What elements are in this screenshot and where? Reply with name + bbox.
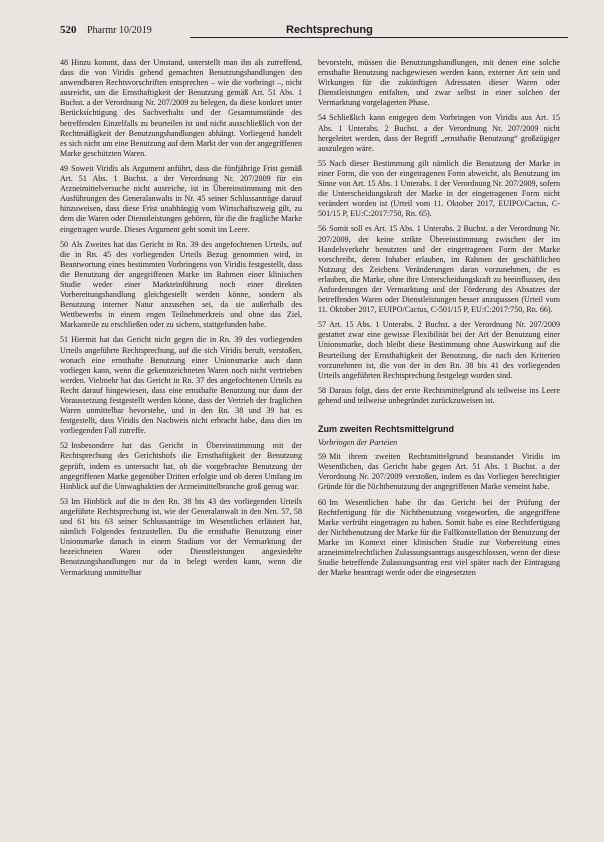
- paragraph: [318, 113, 560, 153]
- paragraph: [60, 335, 302, 436]
- paragraph-text: Als Zweites hat das Gericht in Rn. 39 des angefochtenen Urteils, auf die in Rn. 45 des vorliegenden Urteils Bezug genommen wird, in Beantwortung eines bestimmten Vorbringens von Viridis festgestellt, dass die Benutzung der angegriffenen Marke im Rahmen einer klinischen Studie weder einer Markteinführung noch einer direkten Vorbereitungshandlung gleichgestellt werden könne, sondern als Benutzung interner Natur anzusehen sei, da sie außerhalb des Wettbewerbs in einem engen Teilnehmerkreis und ohne das Ziel, Markanteile zu erschließen oder zu sichern, stattgefunden habe.: [60, 239, 302, 330]
- paragraph-number: 55: [318, 158, 327, 168]
- paragraph: [318, 452, 560, 492]
- journal-name: Pharmr 10/2019: [87, 25, 152, 36]
- paragraph-text: Art. 15 Abs. 1 Unterabs. 2 Buchst. a der Verordnung Nr. 207/2009 gestattet zwar eine gewisse Flexibilität bei der Art der Benutzung einer Unionsmarke, doch bleibt diese Bestimmung ohne Auswirkung auf die Beurteilung der Ernsthaftigkeit der Benutzung, die nach den Kriterien vorzunehmen ist, die von der in den Rn. 38 bis 41 des vorliegenden Urteils angeführten Rechtsprechung festgelegt worden sind.: [318, 320, 560, 380]
- left-column: [60, 58, 302, 583]
- paragraph-text: Somit soll es Art. 15 Abs. 1 Unterabs. 2 Buchst. a der Verordnung Nr. 207/2009, der keine strikte Übereinstimmung zwischen der im Handelsverkehr benutzten und der eingetragenen Form der Marke vorschreibt, deren Inhaber erlauben, im Rahmen der geschäftlichen Nutzung des Zeichens Veränderungen daran vorzunehmen, die es erlauben, die Marke, ohne ihre Unterscheidungskraft zu beeinflussen, den Anforderungen der Vermarktung und der Förderung des Absatzes der betreffenden Waren oder Dienstleistungen besser anzupassen (Urteil vom 11. Oktober 2017, EUIPO/Cactus, C-501/15 P, EU:C:2017:750, Rn. 66).: [318, 224, 560, 315]
- paragraph-text: Daraus folgt, dass der erste Rechtsmittelgrund als teilweise ins Leere gehend und teilweise unbegründet zurückzuweisen ist.: [318, 385, 560, 405]
- paragraph-text: Mit ihrem zweiten Rechtsmittelgrund beanstandet Viridis im Wesentlichen, das Gericht habe gegen Art. 51 Abs. 1 Buchst. a der Verordnung Nr. 207/2009 verstoßen, indem es das Vorliegen berechtigter Gründe für die Nichtbenutzung der angegriffenen Marke verneint habe.: [318, 452, 560, 492]
- paragraph: [60, 497, 302, 578]
- paragraph-text: Im Wesentlichen habe ihr das Gericht bei der Prüfung der Rechtfertigung für die Nichtbenutzung vorgeworfen, die angegriffene Marke verfrüht eingetragen zu haben. Somit habe es eine Rechtfertigung der Nichtbenutzung der Marke für die Fallkonstellation der Benutzung der Marke im Kontext einer klinischen Studie zur Vorbereitung eines arzneimittelrechtlichen Zulassungsantrags ausgeschlossen, wenn der diese Studie betreffende Zulassungsantrag erst viel später nach der Eintragung der Marke beantragt werde oder die eingesetzten: [318, 497, 560, 578]
- paragraph: [318, 224, 560, 315]
- paragraph-text: Hiermit hat das Gericht nicht gegen die in Rn. 39 des vorliegenden Urteils angeführte Rechtsprechung, auf die sich Viridis beruft, verstoßen, wonach eine ernsthafte Benutzung einer Unionsmarke auch dann vorliegen kann, wenn die gekennzeichneten Waren noch nicht vertrieben werden. Vielmehr hat das Gericht in Rn. 37 des angefochtenen Urteils zu Recht darauf hingewiesen, dass eine ernsthafte Benutzung nur dann der Voraussetzung festgestellt werden könne, dass der Vertrieb der fraglichen Waren unmittelbar bevorstehe, und in den Rn. 38 und 39 hat es festgestellt, dass Viridis den Nachweis nicht erbracht habe, dass dies im vorliegenden Fall zutreffe.: [60, 335, 302, 436]
- paragraph-text: Insbesondere hat das Gericht in Übereinstimmung mit der Rechtsprechung des Gerichtshofs die Ernsthaftigkeit der Benutzung geprüft, indem es untersucht hat, ob die vorgebrachte Benutzung der angegriffenen Marke gegenüber Dritten erfolgte und ob deren Umfang im Hinblick auf die Umwaghaktien der Arzneimittelbranche groß genug war.: [60, 441, 302, 491]
- paragraph-number: 57: [318, 320, 327, 330]
- page-number: 520: [60, 24, 77, 36]
- paragraph: [60, 441, 302, 491]
- section-heading: Rechtsprechung: [280, 24, 379, 36]
- paragraph-text: Nach dieser Bestimmung gilt nämlich die Benutzung der Marke in einer Form, die von der eingetragenen Form abweicht, als Benutzung im Sinne von Art. 15 Abs. 1 Unterabs. 1 der Verordnung Nr. 207/2009, sofern die Unterscheidungskraft der Marke in der eingetragenen Form nicht verändert worden ist (Urteil vom 11. Oktober 2017, EUIPO/Cactus, C-501/15 P, EU:C:2017:750, Rn. 65).: [318, 158, 560, 219]
- paragraph-number: 48: [60, 58, 69, 67]
- paragraph-number: 53: [60, 496, 69, 506]
- paragraph-number: 51: [60, 335, 69, 345]
- paragraph-number: 60: [318, 497, 327, 507]
- paragraph: [60, 240, 302, 331]
- running-header: [60, 22, 568, 40]
- right-column: [318, 58, 560, 583]
- paragraph-text: Soweit Viridis als Argument anführt, dass die fünfjährige Frist gemäß Art. 51 Abs. 1 Buchst. a der Verordnung Nr. 207/2009 für ein Arzneimittelversuche nicht ausreiche, ist in Übereinstimmung mit den Ausführungen des Generalanwalts in Nr. 45 seiner Schlussanträge darauf hinzuweisen, dass diese Frist unabhängig vom Wirtschaftszweig gilt, zu dem die Waren oder Dienstleistungen gehören, für die die fragliche Marke eingetragen wurde. Dieses Argument geht somit ins Leere.: [60, 163, 302, 234]
- paragraph-text: Schließlich kann entgegen dem Vorbringen von Viridis aus Art. 15 Abs. 1 Unterabs. 2 Buchst. a der Verordnung Nr. 207/2009 nicht hergeleitet werden, dass der Begriff „ernsthafte Benutzung“ großzügiger auszulegen wäre.: [318, 113, 560, 153]
- paragraph-text: Im Hinblick auf die in den Rn. 38 bis 43 des vorliegenden Urteils angeführte Rechtsprechung ist, wie der Generalanwalt in den Nrn. 57, 58 und 61 bis 63 seiner Schlussanträge im Wesentlichen erläutert hat, nämlich Folgendes festzustellen. Da die ernsthafte Benutzung einer Unionsmarke danach in einem Stadium vor der Vermarktung der bezeichneten Waren oder Dienstleistungen angesiedelte Benutzungshandlungen nur da in belegt werden kann, wenn die Vermarktung unmittelbar: [60, 496, 302, 577]
- paragraph: [318, 58, 560, 108]
- paragraph: [60, 164, 302, 235]
- header-rule: [190, 37, 568, 38]
- paragraph-number: 56: [318, 224, 327, 234]
- section-subtitle: Vorbringen der Parteien: [318, 438, 398, 448]
- paragraph-text: bevorsteht, müssen die Benutzungshandlungen, mit denen eine solche ernsthafte Benutzung nachgewiesen werden kann, externer Art sein und Wirkungen für die zukünftigen Adressaten dieser Waren oder Dienstleistungen entfalten, und zwar selbst in einer solchen der Vermarktung vorgelagerten Phase.: [318, 58, 560, 108]
- paragraph: [318, 386, 560, 406]
- paragraph-text: Hinzu kommt, dass der Umstand, unterstellt man ihn als zutreffend, dass die von Viridis gehend gemachten Benutzungshandlungen den anwendbaren Rechtsvorschriften entsprechen – wie die vorbringt –, nicht ausreicht, um die Ernsthaftigkeit der Benutzung gemäß Art. 51 Abs. 1 Buchst. a der Verordnung Nr. 207/2009 zu belegen, da diese konkret unter Berücksichtigung des Sachverhalts und der Gesamtumstände des betreffenden Einzelfalls zu beurteilen ist und nicht ausschließlich von der Rechtmäßigkeit der Benutzungshandlungen abhängt. Vorliegend handelt es sich nicht um eine Benutzung auf dem Markt der von der angegriffenen Marke geschützten Waren.: [60, 58, 302, 158]
- paragraph-number: 59: [318, 452, 327, 462]
- paragraph-number: 49: [60, 163, 69, 173]
- paragraph-number: 50: [60, 239, 69, 249]
- paragraph: [318, 159, 560, 220]
- paragraph-number: 52: [60, 441, 69, 451]
- paragraph: [318, 498, 560, 579]
- paragraph: [60, 58, 302, 159]
- paragraph-number: 54: [318, 113, 327, 123]
- paragraph: [318, 320, 560, 381]
- paragraph-number: 58: [318, 385, 327, 395]
- section-title: Zum zweiten Rechtsmittelgrund: [318, 424, 455, 434]
